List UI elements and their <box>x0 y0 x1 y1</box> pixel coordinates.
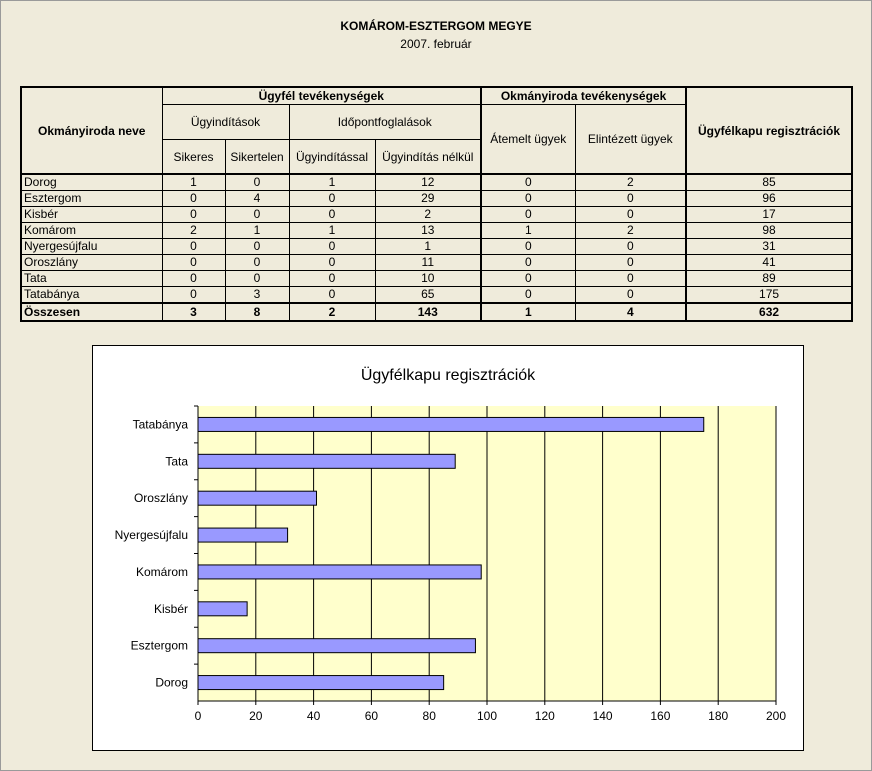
x-tick-label: 140 <box>592 709 613 723</box>
y-category-label: Esztergom <box>130 638 188 653</box>
table-cell: 11 <box>375 255 481 271</box>
table-cell: 13 <box>375 223 481 239</box>
x-tick-label: 80 <box>422 709 436 723</box>
col-header-nelkul: Ügyindítás nélkül <box>375 140 481 175</box>
chart-panel <box>92 345 804 751</box>
table-cell: 4 <box>575 303 686 321</box>
table-cell: 0 <box>575 191 686 207</box>
table-cell: 96 <box>686 191 852 207</box>
bar <box>198 565 481 579</box>
table-cell: 2 <box>289 303 375 321</box>
table-cell: 0 <box>481 255 575 271</box>
y-category-label: Tata <box>165 454 188 469</box>
table-cell: 41 <box>686 255 852 271</box>
table-cell: 0 <box>162 239 225 255</box>
table-cell: 1 <box>289 174 375 191</box>
table-cell: 0 <box>481 191 575 207</box>
x-tick-label: 20 <box>249 709 263 723</box>
office-name: Komárom <box>21 223 162 239</box>
table-cell: 3 <box>162 303 225 321</box>
table-cell: 4 <box>225 191 289 207</box>
table-cell: 12 <box>375 174 481 191</box>
y-category-label: Oroszlány <box>133 491 188 506</box>
table-cell: 0 <box>481 271 575 287</box>
group-header-ugyfel: Ügyfél tevékenységek <box>162 87 481 105</box>
data-table <box>20 86 853 322</box>
page-title: KOMÁROM-ESZTERGOM MEGYE <box>340 19 532 33</box>
y-category-label: Dorog <box>155 675 188 690</box>
table-cell: 0 <box>575 255 686 271</box>
table-cell: 0 <box>162 207 225 223</box>
table-cell: 0 <box>225 271 289 287</box>
table-cell: 0 <box>289 239 375 255</box>
table-cell: 0 <box>575 207 686 223</box>
office-name: Tatabánya <box>21 287 162 304</box>
bar <box>198 676 444 690</box>
table-cell: 0 <box>289 255 375 271</box>
table-cell: 0 <box>225 174 289 191</box>
table-cell: 29 <box>375 191 481 207</box>
col-header-sikertelen: Sikertelen <box>225 140 289 175</box>
table-cell: 1 <box>481 303 575 321</box>
table-cell: 0 <box>481 287 575 304</box>
table-cell: 0 <box>575 239 686 255</box>
table-cell: 0 <box>289 191 375 207</box>
table-cell: 3 <box>225 287 289 304</box>
y-category-label: Komárom <box>135 564 188 579</box>
x-tick-label: 60 <box>364 709 379 723</box>
page-subtitle: 2007. február <box>400 37 472 51</box>
bar <box>198 528 288 542</box>
table-row <box>21 191 852 207</box>
office-name: Kisbér <box>21 207 162 223</box>
table-cell: 1 <box>225 223 289 239</box>
table-cell: 2 <box>575 174 686 191</box>
col-header-atemelt: Átemelt ügyek <box>481 105 575 175</box>
col-header-name: Okmányiroda neve <box>21 87 162 174</box>
table-cell: 0 <box>162 191 225 207</box>
col-header-ugyfelkapu: Ügyfélkapu regisztrációk <box>686 87 852 174</box>
y-category-label: Nyergesújfalu <box>114 528 188 543</box>
table-row <box>21 271 852 287</box>
x-tick-label: 200 <box>765 709 787 723</box>
x-tick-label: 40 <box>306 709 321 723</box>
table-cell: 1 <box>162 174 225 191</box>
table-cell: 0 <box>481 239 575 255</box>
y-category-label: Tatabánya <box>132 417 188 432</box>
table-row <box>21 239 852 255</box>
col-header-elintezett: Elintézett ügyek <box>575 105 686 175</box>
x-tick-label: 180 <box>708 709 729 723</box>
table-cell: 0 <box>481 174 575 191</box>
table-cell: 8 <box>225 303 289 321</box>
table-row <box>21 255 852 271</box>
office-name: Oroszlány <box>21 255 162 271</box>
table-cell: 89 <box>686 271 852 287</box>
table-cell: 85 <box>686 174 852 191</box>
bar <box>198 639 475 653</box>
table-row <box>21 287 852 304</box>
x-tick-label: 160 <box>650 709 671 723</box>
bar-chart <box>93 346 803 750</box>
table-row <box>21 174 852 191</box>
table-cell: 10 <box>375 271 481 287</box>
table-cell: 2 <box>375 207 481 223</box>
table-cell: 98 <box>686 223 852 239</box>
table-cell: 1 <box>289 223 375 239</box>
table-row <box>21 207 852 223</box>
office-name: Esztergom <box>21 191 162 207</box>
table-cell: 0 <box>481 207 575 223</box>
table-cell: 0 <box>575 271 686 287</box>
table-cell: 1 <box>375 239 481 255</box>
table-cell: 1 <box>481 223 575 239</box>
office-name: Dorog <box>21 174 162 191</box>
table-cell: 2 <box>575 223 686 239</box>
total-label: Összesen <box>21 303 162 321</box>
table-total-row <box>21 303 852 321</box>
table-cell: 0 <box>225 239 289 255</box>
table-cell: 0 <box>225 255 289 271</box>
chart-title: Ügyfélkapu regisztrációk <box>360 367 536 384</box>
col-header-sikeres: Sikeres <box>162 140 225 175</box>
table-cell: 31 <box>686 239 852 255</box>
x-tick-label: 120 <box>534 709 555 723</box>
table-cell: 65 <box>375 287 481 304</box>
table-cell: 0 <box>289 271 375 287</box>
bar <box>198 602 247 616</box>
table-row <box>21 223 852 239</box>
x-tick-label: 0 <box>194 709 202 723</box>
bar <box>198 417 704 431</box>
table-cell: 0 <box>162 271 225 287</box>
table-cell: 0 <box>575 287 686 304</box>
table-cell: 2 <box>162 223 225 239</box>
table-cell: 175 <box>686 287 852 304</box>
table-cell: 17 <box>686 207 852 223</box>
table-cell: 0 <box>162 255 225 271</box>
table-cell: 143 <box>375 303 481 321</box>
table-cell: 0 <box>162 287 225 304</box>
table-cell: 0 <box>225 207 289 223</box>
sub-header-idopont: Időpontfoglalások <box>289 105 481 140</box>
x-tick-label: 100 <box>476 709 498 723</box>
bar <box>198 454 455 468</box>
group-header-okmany: Okmányiroda tevékenységek <box>481 87 686 105</box>
sub-header-ugyinditasok: Ügyindítások <box>162 105 289 140</box>
office-name: Nyergesújfalu <box>21 239 162 255</box>
table-cell: 0 <box>289 287 375 304</box>
office-name: Tata <box>21 271 162 287</box>
y-category-label: Kisbér <box>153 601 188 616</box>
bar <box>198 491 316 505</box>
col-header-ugyinditassal: Ügyindítással <box>289 140 375 175</box>
table-cell: 632 <box>686 303 852 321</box>
table-cell: 0 <box>289 207 375 223</box>
